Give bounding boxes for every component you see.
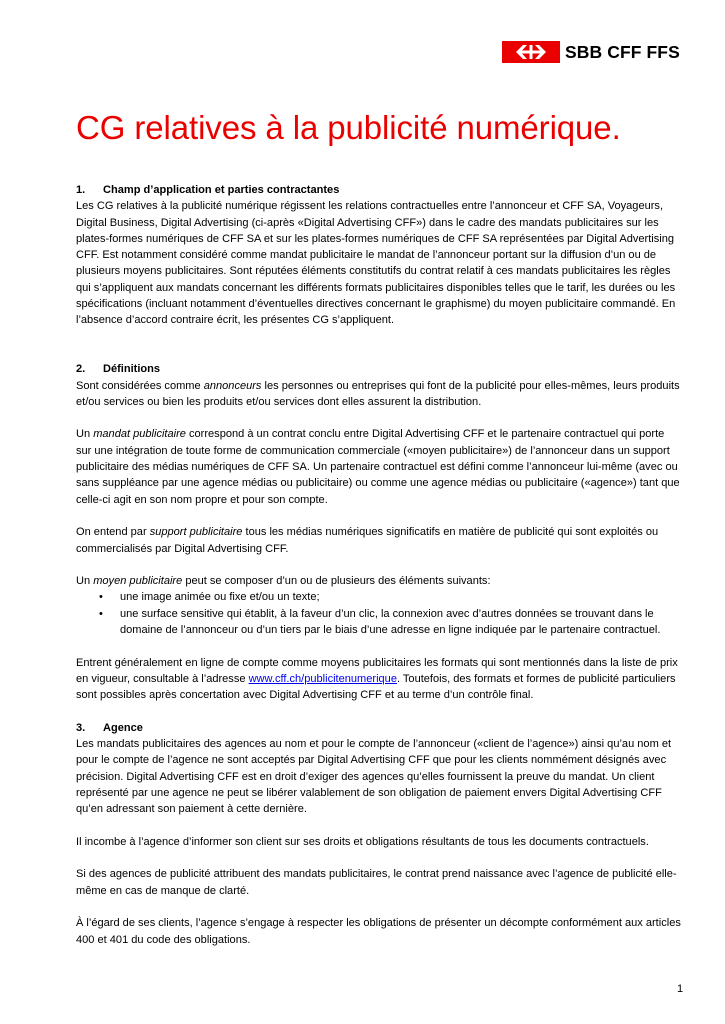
section-number: 3.	[76, 721, 86, 734]
section-2-paragraph-3: On entend par support publicitaire tous les médias numériques significatifs en matière de publicité qui sont exploités ou commercialisés par Digital Advertising CFF.	[76, 526, 659, 555]
section-2-paragraph-2: Un mandat publicitaire correspond à un contrat conclu entre Digital Advertising CFF et le partenaire contractuel qui porte sur une intégration de toute forme de communication commerciale («moyen publicitaire») de l’annonceur dans un support publicitaire des médias numériques de CFF SA. Un partenaire contractuel est défini comme l’annonceur lui-même (avec ou sans suppléance par une agence médias ou publicitaire) ou comme une agence médias ou publicitaire («agence») tant que celle-ci agit en son nom propre et pour son compte.	[76, 428, 680, 506]
list-item: • une surface sensitive qui établit, à la faveur d’un clic, la connexion avec d’autres données se trouvant dans le domaine de l’annonceur ou d’un tiers par le biais d’une adresse en ligne indiquée par le partenaire contractuel.	[99, 607, 661, 637]
term-annonceurs: annonceurs	[203, 379, 262, 392]
section-2-paragraph-4: Un moyen publicitaire peut se composer d’un ou de plusieurs des éléments suivants:	[76, 575, 491, 588]
document-body	[76, 182, 682, 948]
section-2-paragraph-1: Sont considérées comme annonceurs les personnes ou entreprises qui font de la publicité pour elles-mêmes, leurs produits et/ou services ou bien les produits et/ou services dont elles assurent la distribution.	[76, 379, 680, 408]
section-3-paragraph-2: Il incombe à l’agence d’informer son client sur ses droits et obligations résultants de tous les documents contractuels.	[76, 835, 649, 848]
bullet-list	[76, 589, 682, 638]
price-list-link[interactable]: www.cff.ch/publicitenumerique	[248, 672, 397, 685]
term-mandat-publicitaire: mandat publicitaire	[93, 428, 186, 441]
section-number: 2.	[76, 363, 86, 376]
section-2-heading	[76, 361, 682, 377]
list-item: • une image animée ou fixe et/ou un texte;	[76, 589, 682, 605]
bullet-icon: •	[99, 607, 103, 620]
section-2-paragraph-5: Entrent généralement en ligne de compte comme moyens publicitaires les formats qui sont mentionnés dans la liste de prix en vigueur, consultable à l’adresse www.cff.ch/publicitenumerique. Toutefois, des formats et formes de publicité particuliers sont possibles après concertation avec Digital Advertising CFF et au terme d’un contrôle final.	[76, 656, 678, 702]
section-number: 1.	[76, 184, 86, 196]
page-number: 1	[677, 983, 684, 995]
section-title: Champ d’application et parties contractantes	[103, 184, 340, 196]
sbb-logo	[502, 41, 680, 63]
section-3-paragraph-1: Les mandats publicitaires des agences au nom et pour le compte de l’annonceur («client de l’agence») ainsi qu’au nom et pour le compte de l’agence ne sont acceptés par Digital Advertising CFF que pour les clients nommément désignés avec précision. Digital Advertising CFF est en droit d’exiger des agences qu’elles fournissent la preuve du mandat. Un client représenté par une agence ne peut se libérer valablement de son obligation de paiement envers Digital Advertising CFF qu’en adressant son paiement à cette dernière.	[76, 738, 672, 816]
section-3-paragraph-3: Si des agences de publicité attribuent des mandats publicitaires, le contrat prend naissance avec l’agence de publicité elle-même en cas de manque de clarté.	[76, 868, 677, 897]
section-title: Agence	[103, 721, 143, 734]
section-1-heading	[76, 182, 682, 198]
section-title: Définitions	[103, 363, 161, 376]
section-3-paragraph-4: À l’égard de ses clients, l’agence s’engage à respecter les obligations de présenter un décompte conformément aux articles 400 et 401 du code des obligations.	[76, 917, 681, 946]
document-title: CG relatives à la publicité numérique.	[76, 109, 621, 146]
term-support-publicitaire: support publicitaire	[149, 526, 243, 539]
section-3-heading	[76, 720, 682, 736]
section-1-paragraph: Les CG relatives à la publicité numérique régissent les relations contractuelles entre l’annonceur et CFF SA, Voyageurs, Digital Business, Digital Advertising (ci-après «Digital Advertising CFF») dans le cadre des mandats publicitaires sur les plates-formes numériques de CFF SA et sur les plates-formes numériques de CFF SA représentées par Digital Advertising CFF. Est notamment considéré comme mandat publicitaire le mandat de l’annonceur portant sur la diffusion d’un ou de plusieurs moyens publicitaires. Sont réputées éléments constitutifs du contrat relatif à ces mandats publicitaires les règles qui s’appliquent aux mandats concernant les différents formats publicitaires disponibles telles que le tarif, les durées ou les spécifications (incluant notamment d’éventuelles directives concernant le graphisme) du moyen publicitaire commandé. En l’absence d’accord contraire écrit, les présentes CG s’appliquent.	[76, 200, 676, 327]
term-moyen-publicitaire: moyen publicitaire	[93, 575, 183, 588]
brand-text: SBB CFF FFS	[565, 42, 680, 62]
sbb-double-arrow-logo-icon	[502, 41, 560, 63]
bullet-icon: •	[99, 591, 103, 604]
